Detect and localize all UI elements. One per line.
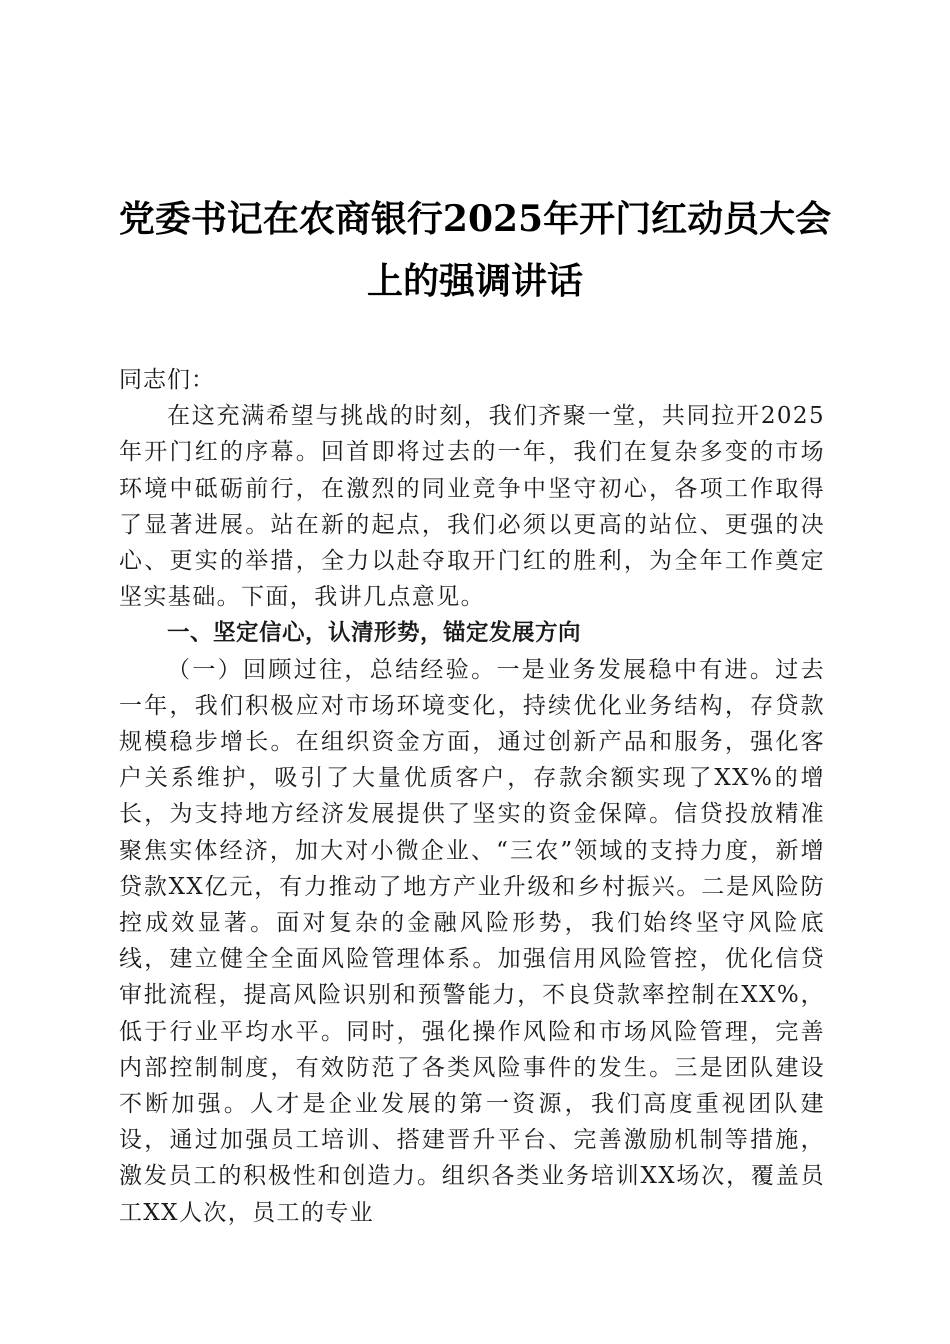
document-body bbox=[119, 362, 825, 1231]
section-1-paragraph: （一）回顾过往，总结经验。一是业务发展稳中有进。过去一年，我们积极应对市场环境变化，持续优化业务结构，存贷款规模稳步增长。在组织资金方面，通过创新产品和服务，强化客户关系维护，吸引了大量优质客户，存款余额实现了XX%的增长，为支持地方经济发展提供了坚实的资金保障。信贷投放精准聚焦实体经济，加大对小微企业、“三农”领域的支持力度，新增贷款XX亿元，有力推动了地方产业升级和乡村振兴。二是风险防控成效显著。面对复杂的金融风险形势，我们始终坚守风险底线，建立健全全面风险管理体系。加强信用风险管控，优化信贷审批流程，提高风险识别和预警能力，不良贷款率控制在XX%，低于行业平均水平。同时，强化操作风险和市场风险管理，完善内部控制制度，有效防范了各类风险事件的发生。三是团队建设不断加强。人才是企业发展的第一资源，我们高度重视团队建设，通过加强员工培训、搭建晋升平台、完善激励机制等措施，激发员工的积极性和创造力。组织各类业务培训XX场次，覆盖员工XX人次，员工的专业 bbox=[119, 656, 825, 1226]
section-heading-1: 一、坚定信心，认清形势，锚定发展方向 bbox=[167, 620, 582, 647]
title-line-2: 上的强调讲话 bbox=[366, 260, 583, 303]
intro-paragraph: 在这充满希望与挑战的时刻，我们齐聚一堂，共同拉开2025年开门红的序幕。回首即将过去的一年，我们在复杂多变的市场环境中砥砺前行，在激烈的同业竞争中坚守初心，各项工作取得了显著进展。站在新的起点，我们必须以更高的站位、更强的决心、更实的举措，全力以赴夺取开门红的胜利，为全年工作奠定坚实基础。下面，我讲几点意见。 bbox=[119, 403, 825, 611]
title-line-1: 党委书记在农商银行2025年开门红动员大会 bbox=[118, 198, 832, 241]
document-title bbox=[100, 190, 850, 310]
salutation: 同志们： bbox=[119, 367, 215, 393]
